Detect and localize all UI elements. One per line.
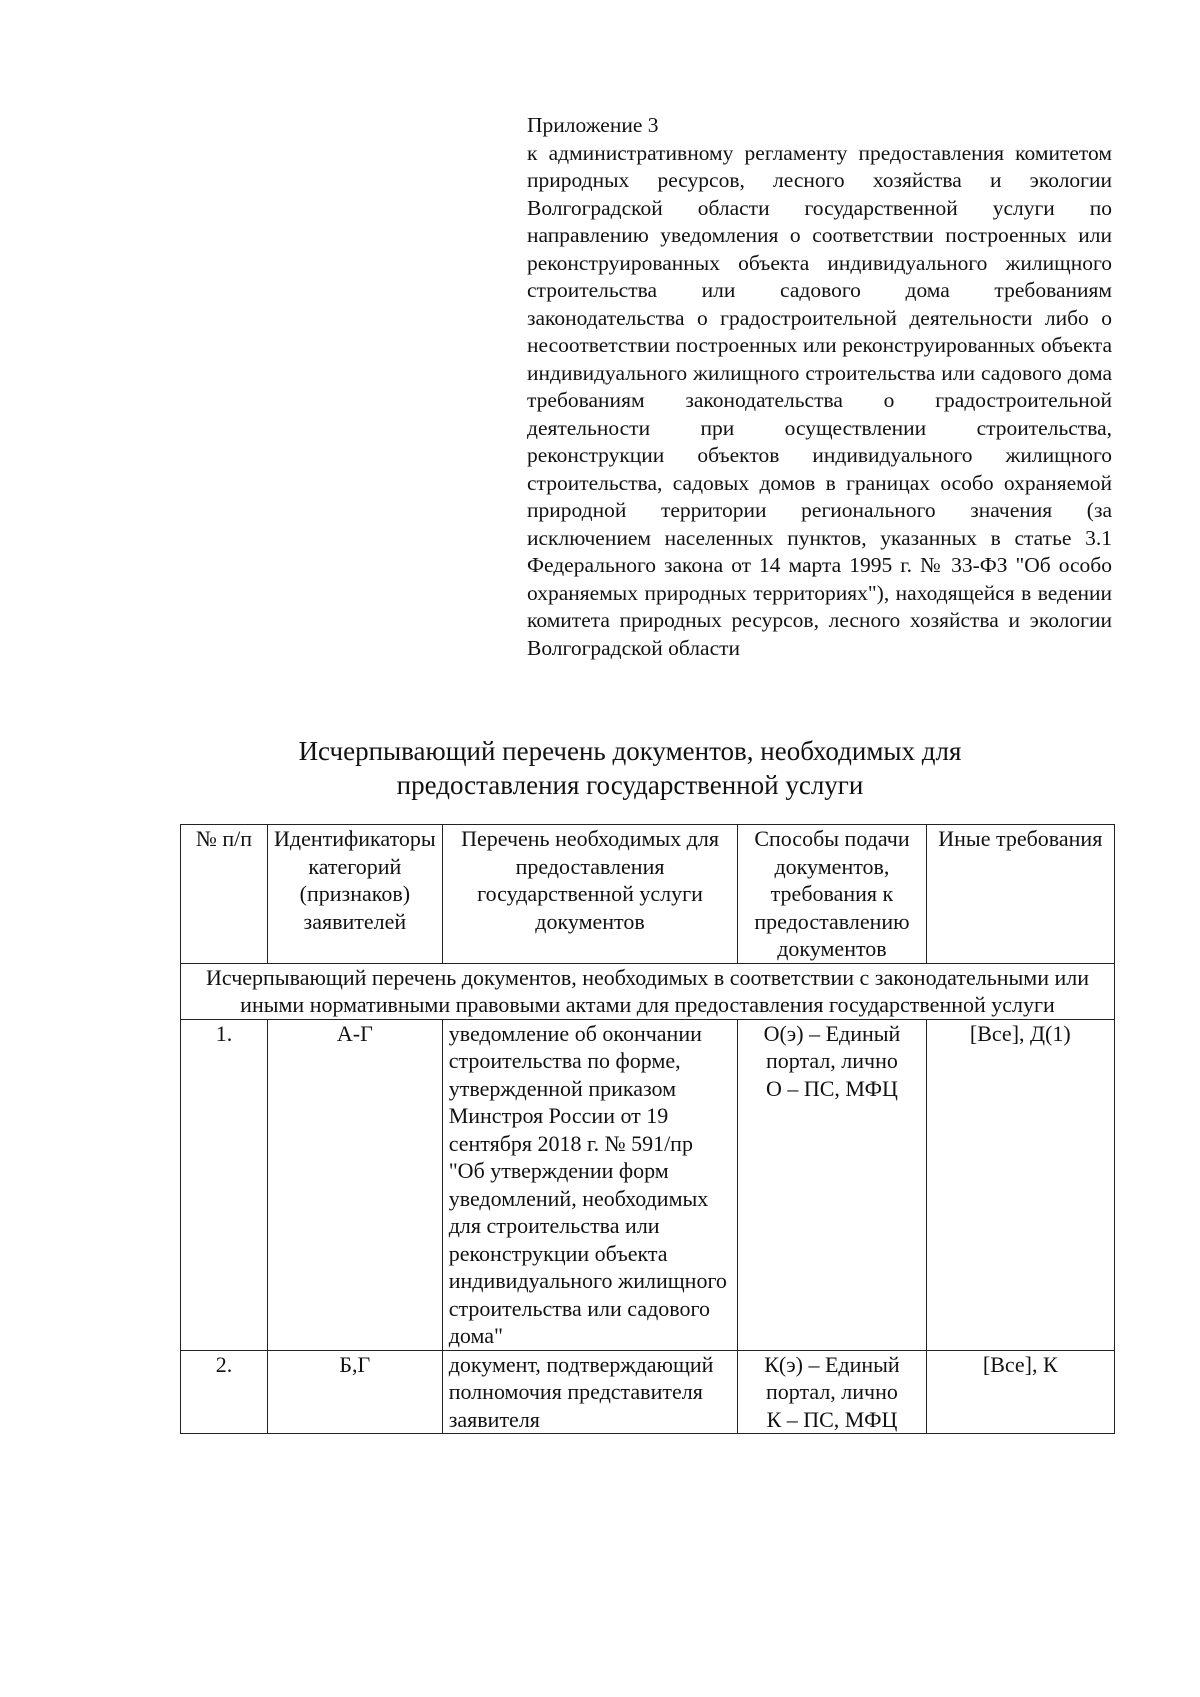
- appendix-text: к административному регламенту предоставления комитетом природных ресурсов, лесного хозяйства и экологии Волгоградской области государственной услуги по направлению уведомления о соответствии построенных или реконструированных объекта индивидуального жилищного строительства или садового дома требованиям законодательства о градостроительной деятельности либо о несоответствии построенных или реконструированных объекта индивидуального жилищного строительства или садового дома требованиям законодательства о градостроительной деятельности при осуществлении строительства, реконструкции объектов индивидуального жилищного строительства, садовых домов в границах особо охраняемой природной территории регионального значения (за исключением населенных пунктов, указанных в статье 3.1 Федерального закона от 14 марта 1995 г. № 33-ФЗ "Об особо охраняемых природных территориях"), находящейся в ведении комитета природных ресурсов, лесного хозяйства и экологии Волгоградской области: [527, 140, 1112, 660]
- row-1-document: уведомление об окончании строительства по форме, утвержденной приказом Минстроя России от 19 сентября 2018 г. № 591/пр "Об утверждении форм уведомлений, необходимых для строительства или реконструкции объекта индивидуального жилищного строительства или садового дома": [442, 1019, 738, 1350]
- row-1-num: 1.: [181, 1019, 268, 1350]
- header-documents: Перечень необходимых для предоставления государственной услуги документов: [442, 825, 738, 964]
- row-2-submission: [738, 1350, 926, 1434]
- documents-table: [180, 824, 1115, 1434]
- row-2-submission-paper: К – ПС, МФЦ: [766, 1406, 898, 1432]
- row-1-submission-electronic: О(э) – Единый портал, лично: [763, 1020, 901, 1073]
- row-1-submission-paper: О – ПС, МФЦ: [765, 1075, 898, 1101]
- table-row: [181, 1350, 1115, 1434]
- row-2-num: 2.: [181, 1350, 268, 1434]
- header-submission-methods: Способы подачи документов, требования к предоставлению документов: [738, 825, 926, 964]
- document-title: [250, 734, 1010, 802]
- document-title-line-2: предоставления государственной услуги: [396, 770, 864, 800]
- row-1-identifiers: А-Г: [268, 1019, 443, 1350]
- row-1-other: [Все], Д(1): [926, 1019, 1114, 1350]
- appendix-heading: Приложение 3: [527, 113, 659, 137]
- header-other-requirements: Иные требования: [926, 825, 1114, 964]
- row-2-document: документ, подтверждающий полномочия представителя заявителя: [442, 1350, 738, 1434]
- row-2-identifiers: Б,Г: [268, 1350, 443, 1434]
- appendix-block: [527, 112, 1112, 662]
- table-row: [181, 1019, 1115, 1350]
- header-num: № п/п: [181, 825, 268, 964]
- section-heading: Исчерпывающий перечень документов, необходимых в соответствии с законодательными или иными нормативными правовыми актами для предоставления государственной услуги: [181, 963, 1115, 1019]
- table-header-row: [181, 825, 1115, 964]
- row-1-submission: [738, 1019, 926, 1350]
- document-title-line-1: Исчерпывающий перечень документов, необходимых для: [298, 736, 962, 766]
- header-identifiers: Идентификаторы категорий (признаков) заявителей: [268, 825, 443, 964]
- row-2-other: [Все], К: [926, 1350, 1114, 1434]
- table-section-row: [181, 963, 1115, 1019]
- row-2-submission-electronic: К(э) – Единый портал, лично: [764, 1351, 900, 1404]
